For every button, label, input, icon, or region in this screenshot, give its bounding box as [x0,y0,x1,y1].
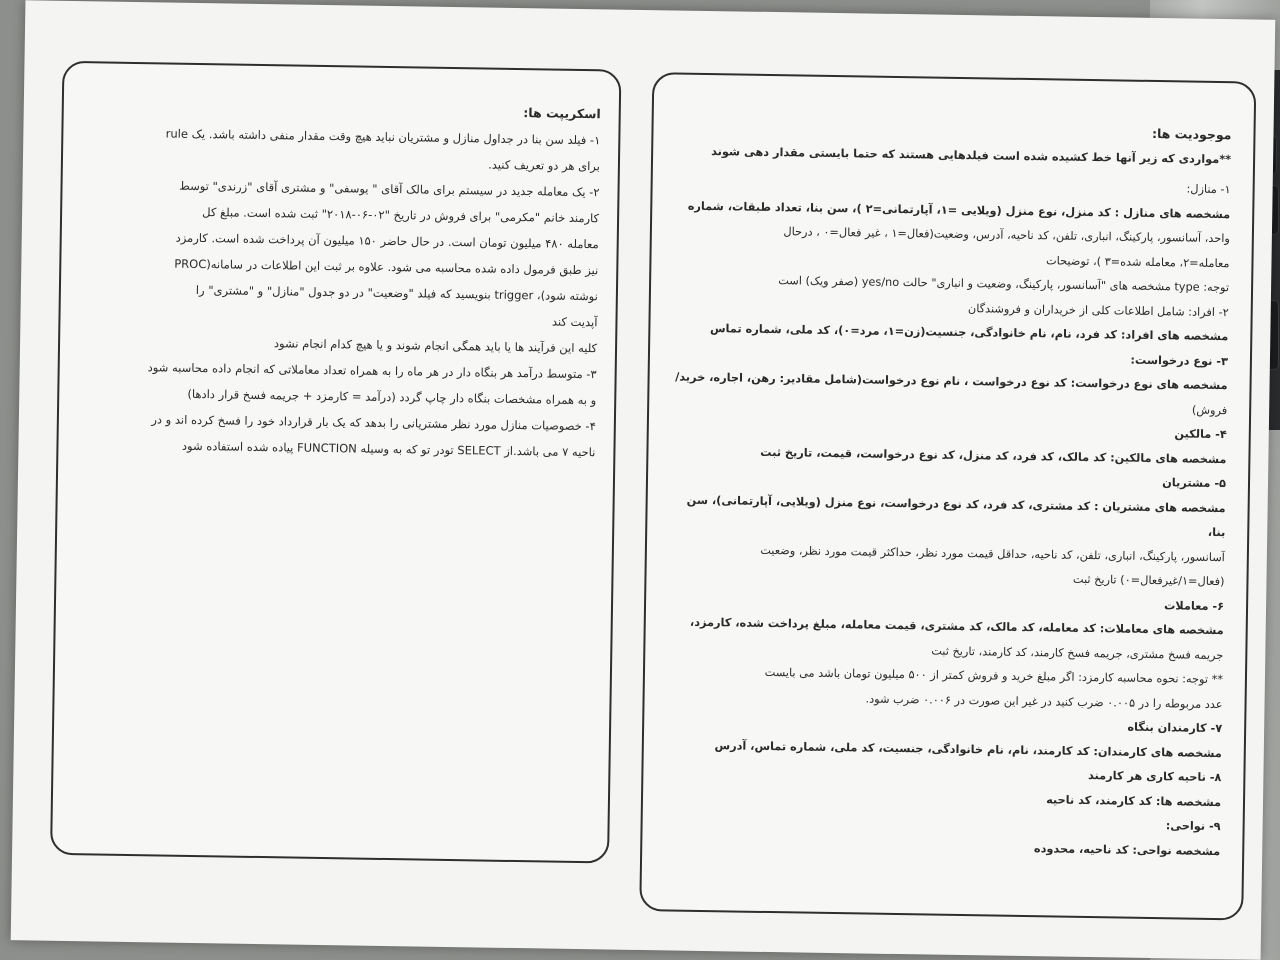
script-line: ۲- یک معامله جدید در سیستم برای مالک آقای " یوسفی" و مشتری آقای "زرندی" توسط [179,178,600,200]
section-fields: مشخصه های کارمندان: کد کارمند، نام، نام خانوادگی، جنسیت، کد ملی، شماره تماس، آدرس [714,738,1222,760]
scripts-box [50,61,621,864]
section-title: ۴- مالکین [1174,427,1227,442]
script-line: ۱- فیلد سن بنا در جداول منازل و مشتریان نباید هیچ وقت مقدار منفی داشته باشد. یک rule [165,126,601,148]
section-title: ۱- منازل: [1186,182,1231,197]
section-title: ۳- نوع درخواست: [1130,353,1229,368]
section-title: ۸- ناحیه کاری هر کارمند [1087,769,1222,785]
script-line: نیز طبق فرمول داده شده محاسبه می شود. علاوه بر ثبت این اطلاعات در سامانه(PROC [174,256,599,278]
entities-note: **مواردی که زیر آنها خط کشیده شده است فیلدهایی هستند که حتما بایستی مقدار دهی شوند [711,144,1232,166]
section-fields: (فعال=۱/غیرفعال=۰) تاریخ ثبت [1072,572,1225,589]
scripts-content [76,93,601,465]
script-line: و به همراه مشخصات بنگاه دار چاپ گردد (درآمد = کارمزد + جریمه فسخ قرار دادها) [187,386,597,408]
script-line: آپدیت کند [551,314,598,330]
entities-content [666,115,1232,865]
section-fields: واحد، آسانسور، پارکینگ، انباری، تلفن، کد ناحیه، آدرس، وضعیت(فعال=۱ ، غیر فعال=۰ ، درحال [783,225,1230,246]
script-line: کلیه این فرآیند ها یا باید همگی انجام شوند و یا هیچ کدام انجام نشود [273,336,598,356]
section-note: ** توجه: نحوه محاسبه کارمزد: اگر مبلغ خرید و فروش کمتر از ۵۰۰ میلیون تومان باشد می بایست [764,665,1224,687]
section-fields: مشخصه های مشتریان : کد مشتری، کد فرد، کد نوع درخواست، نوع منزل (ویلایی، آپارتمانی)، سن بنا، [686,493,1226,540]
script-line: کارمند خانم "مکرمی" برای فروش در تاریخ "۰۲-۰۶-۲۰۱۸" ثبت شده است. مبلغ کل [202,205,600,226]
section-title: ۶- معاملات [1163,598,1225,613]
script-line: ناحیه ۷ می باشد.از SELECT تودر تو که به وسیله FUNCTION پیاده شده استفاده شود [181,438,596,460]
section-title: ۷- کارمندان بنگاه [1127,720,1223,736]
script-line: برای هر دو تعریف کنید. [488,157,601,174]
section-fields: جریمه فسخ مشتری، جریمه فسخ کارمند، کد کارمند، تاریخ ثبت [931,644,1224,662]
paper-sheet [11,0,1276,960]
section-title: ۲- افراد: شامل اطلاعات کلی از خریداران و فروشندگان [967,301,1229,319]
section-title: ۵- مشتریان [1162,476,1227,491]
script-line: نوشته شود)، trigger بنویسید که فیلد "وضعیت" در دو جدول "منازل" و "مشتری" را [195,282,598,304]
section-fields: مشخصه های افراد: کد فرد، نام، نام خانوادگی، جنسیت(زن=۱، مرد=۰)، کد ملی، شماره تماس [709,322,1229,344]
section-fields: مشخصه ها: کد کارمند، کد ناحیه [1046,792,1222,809]
entities-title: موجودیت ها: [1151,125,1232,143]
section-fields: مشخصه های نوع درخواست: کد نوع درخواست ، نام نوع درخواست(شامل مقادیر: رهن، اجاره، خرید/ [675,370,1228,393]
script-line: ۴- خصوصیات منازل مورد نظر مشتریانی را بدهد که یک بار قرارداد خود را فسخ کرده اند و در [151,412,596,434]
section-note: توجه: type مشخصه های "آسانسور، پارکینگ، وضعیت و انباری" حالت yes/no (صفر ویک) است [778,274,1230,295]
section-fields: آسانسور، پارکینگ، انباری، تلفن، کد ناحیه، حداقل قیمت مورد نظر، حداکثر قیمت مورد نظر، وضعیت [760,543,1225,564]
script-line: معامله ۴۸۰ میلیون تومان است. در حال حاضر ۱۵۰ میلیون آن پرداخت شده است. کارمزد [175,230,599,252]
script-line: ۳- متوسط درآمد هر بنگاه دار در هر ماه را به همراه تعداد معاملاتی که انجام داده محاسبه شود [147,360,597,382]
section-fields: مشخصه های منازل : کد منزل، نوع منزل (ویلایی =۱، آپارتمانی=۲ )، سن بنا، تعداد طبقات، شماره [687,199,1231,221]
section-title: ۹- نواحی: [1165,819,1221,834]
entities-box [639,72,1256,920]
section-fields: فروش) [1191,403,1228,417]
section-fields: معامله=۲، معامله شده=۳ )، توضیحات [1045,253,1230,270]
section-fields: مشخصه نواحی: کد ناحیه، محدوده [1033,841,1221,858]
section-fields: مشخصه های معاملات: کد معامله، کد مالک، کد مشتری، قیمت معامله، مبلغ پرداخت شده، کارمزد، [689,615,1224,638]
scripts-title: اسکریپت ها: [523,105,601,122]
section-fields: مشخصه های مالکین: کد مالک، کد فرد، کد منزل، کد نوع درخواست، قیمت، تاریخ ثبت [760,445,1227,466]
section-note: عدد مربوطه را در ۰.۰۰۵ ضرب کنید در غیر این صورت در ۰.۰۰۶ ضرب شود. [865,692,1223,711]
